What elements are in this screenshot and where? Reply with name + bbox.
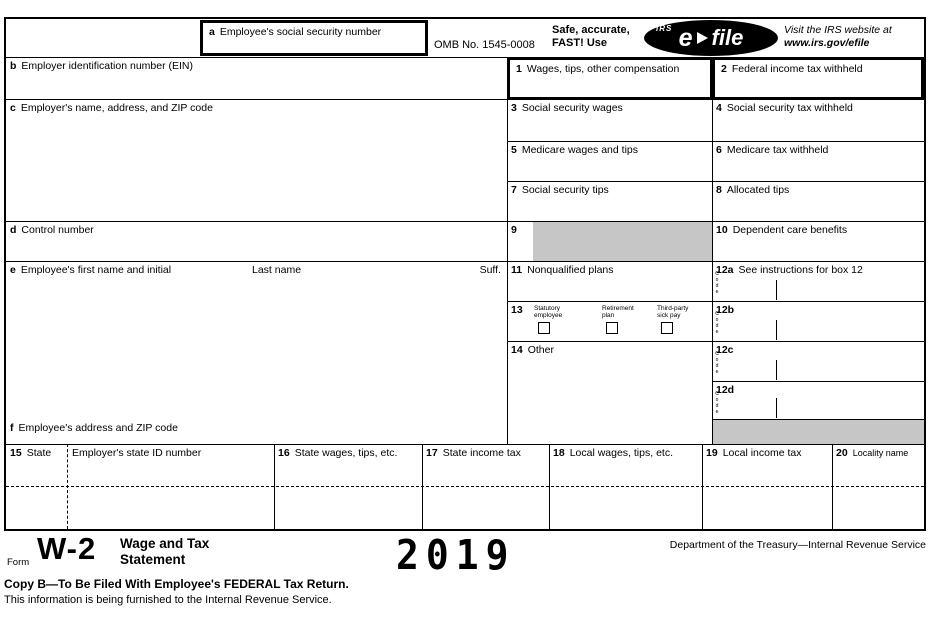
statutory-employee-label: Statutory employee — [534, 305, 563, 319]
box-18-local-wages-field[interactable] — [549, 444, 702, 529]
irs-website-text — [784, 24, 892, 50]
form-word-label: Form — [7, 557, 30, 568]
box-label: Social security tips — [521, 184, 609, 196]
box-number: 20 — [836, 447, 848, 459]
box-number: a — [209, 26, 215, 38]
box-1-wages-field[interactable] — [507, 57, 713, 100]
third-party-sick-pay-checkbox[interactable] — [661, 322, 673, 334]
box-label: Medicare tax withheld — [726, 144, 829, 156]
irs-logo-text: IRS — [656, 24, 673, 33]
box-label: Nonqualified plans — [527, 264, 614, 276]
box-number: 19 — [706, 447, 718, 459]
box-label: Other — [527, 344, 554, 356]
box-number: 14 — [511, 344, 523, 356]
box-3-ss-wages-field[interactable] — [507, 99, 712, 141]
safe-accurate-line1: Safe, accurate, — [552, 24, 630, 36]
box-label: Employer identification number (EIN) — [21, 60, 193, 72]
furnished-note: This information is being furnished to the Internal Revenue Service. — [4, 594, 332, 606]
box-number: 12b — [716, 304, 735, 316]
box-4-ss-tax-field[interactable] — [712, 99, 924, 141]
efile-arrow-icon — [697, 32, 708, 44]
code-divider-line — [776, 398, 777, 418]
box-label: State income tax — [442, 447, 521, 459]
irs-website-url: www.irs.gov/efile — [784, 37, 870, 49]
box-8-allocated-tips-field[interactable] — [712, 181, 924, 221]
retirement-plan-label: Retirement plan — [602, 305, 634, 319]
box-number: 1 — [516, 63, 522, 75]
box-number: 9 — [511, 224, 517, 236]
safe-accurate-text — [552, 24, 630, 50]
department-label: Department of the Treasury—Internal Revenue Service — [669, 539, 926, 551]
box-14-other-field[interactable] — [507, 341, 712, 444]
w2-form — [4, 17, 926, 531]
box-number: f — [10, 422, 14, 434]
box-label: Locality name — [852, 448, 909, 458]
box-number: 5 — [511, 144, 517, 156]
box-16-state-wages-field[interactable] — [274, 444, 422, 529]
safe-accurate-line2: FAST! Use — [552, 37, 608, 49]
box-number: 6 — [716, 144, 722, 156]
box-number: 3 — [511, 102, 517, 114]
irs-efile-logo — [644, 20, 778, 56]
box-label: State — [26, 447, 52, 459]
box-2-federal-tax-field[interactable] — [712, 57, 924, 100]
tax-year: 2019 — [396, 531, 516, 579]
box-label: Employer's name, address, and ZIP code — [20, 102, 213, 114]
retirement-plan-checkbox[interactable] — [606, 322, 618, 334]
irs-website-line1: Visit the IRS website at — [784, 24, 892, 36]
box-label: Allocated tips — [726, 184, 790, 196]
statutory-employee-checkbox[interactable] — [538, 322, 550, 334]
form-title-line2: Statement — [120, 552, 186, 567]
code-vertical-label: Code — [714, 391, 720, 415]
box-b-ein-field[interactable] — [6, 57, 507, 99]
code-divider-line — [776, 360, 777, 380]
box-number: 18 — [553, 447, 565, 459]
box-label: Social security tax withheld — [726, 102, 853, 114]
box-12b-field[interactable] — [712, 301, 924, 341]
box-c-employer-name-field[interactable] — [6, 99, 507, 221]
box-number: c — [10, 102, 16, 114]
box-number: 13 — [511, 304, 523, 316]
box-label: Social security wages — [521, 102, 623, 114]
code-vertical-label: Code — [714, 311, 720, 335]
box-number: 12c — [716, 344, 734, 356]
box-number: 4 — [716, 102, 722, 114]
box-15-state-field[interactable] — [6, 444, 274, 529]
last-name-label: Last name — [252, 264, 302, 276]
box-label: Control number — [21, 224, 94, 236]
box-20-locality-name-field[interactable] — [832, 444, 924, 529]
box-17-state-income-tax-field[interactable] — [422, 444, 549, 529]
box-number: b — [10, 60, 17, 72]
copy-b-instruction: Copy B—To Be Filed With Employee's FEDERAL Tax Return. — [4, 577, 349, 591]
box-label: Medicare wages and tips — [521, 144, 638, 156]
box-f-employee-address-field[interactable] — [6, 419, 507, 444]
box-label: Dependent care benefits — [732, 224, 848, 236]
box-number: 10 — [716, 224, 728, 236]
form-title-line1: Wage and Tax — [120, 536, 210, 551]
box-number: d — [10, 224, 17, 236]
employer-state-id-label: Employer's state ID number — [72, 447, 202, 459]
box-number: 2 — [721, 63, 727, 75]
code-divider-line — [776, 320, 777, 340]
box-number: 12d — [716, 384, 735, 396]
box-10-dependent-care-field[interactable] — [712, 221, 924, 261]
omb-number: OMB No. 1545-0008 — [434, 39, 535, 51]
box-12d-field[interactable] — [712, 381, 924, 419]
suffix-label: Suff. — [479, 264, 501, 276]
box-label: See instructions for box 12 — [738, 264, 863, 276]
box-number: 17 — [426, 447, 438, 459]
box-5-medicare-wages-field[interactable] — [507, 141, 712, 181]
box-label: Wages, tips, other compensation — [526, 63, 680, 75]
third-party-sick-pay-label: Third-party sick pay — [657, 305, 689, 319]
box-label: Local wages, tips, etc. — [569, 447, 673, 459]
box-label: Employee's first name and initial — [20, 264, 172, 276]
box-13-checkbox-group — [507, 301, 712, 341]
box-number: 12a — [716, 264, 734, 276]
box-d-control-number-field[interactable] — [6, 221, 507, 261]
box-a-ssn-field[interactable] — [200, 20, 428, 56]
box-label: State wages, tips, etc. — [294, 447, 398, 459]
box-number: 7 — [511, 184, 517, 196]
box-number: e — [10, 264, 16, 276]
grid-line — [712, 419, 924, 420]
box-7-ss-tips-field[interactable] — [507, 181, 712, 221]
efile-e-text: e — [678, 23, 693, 52]
box-label: Federal income tax withheld — [731, 63, 863, 75]
form-title — [120, 536, 209, 568]
efile-file-text: file — [711, 25, 744, 50]
box-number: 8 — [716, 184, 722, 196]
box-label: Local income tax — [722, 447, 802, 459]
box-label: Employee's social security number — [219, 26, 382, 38]
code-vertical-label: Code — [714, 271, 720, 295]
box-11-nonqualified-plans-field[interactable] — [507, 261, 712, 301]
box-number: 15 — [10, 447, 22, 459]
box-number: 16 — [278, 447, 290, 459]
box-12c-field[interactable] — [712, 341, 924, 381]
box-19-local-income-tax-field[interactable] — [702, 444, 832, 529]
form-number-label: W-2 — [37, 531, 97, 566]
box-label: Employee's address and ZIP code — [18, 422, 178, 434]
box-e-employee-name-field[interactable] — [6, 261, 507, 419]
code-vertical-label: Code — [714, 351, 720, 375]
box-6-medicare-tax-field[interactable] — [712, 141, 924, 181]
box-12a-field[interactable] — [712, 261, 924, 301]
code-divider-line — [776, 280, 777, 300]
box-number: 11 — [511, 264, 523, 276]
box-9-field — [507, 221, 712, 261]
bottom-right-shaded-area — [713, 420, 924, 444]
